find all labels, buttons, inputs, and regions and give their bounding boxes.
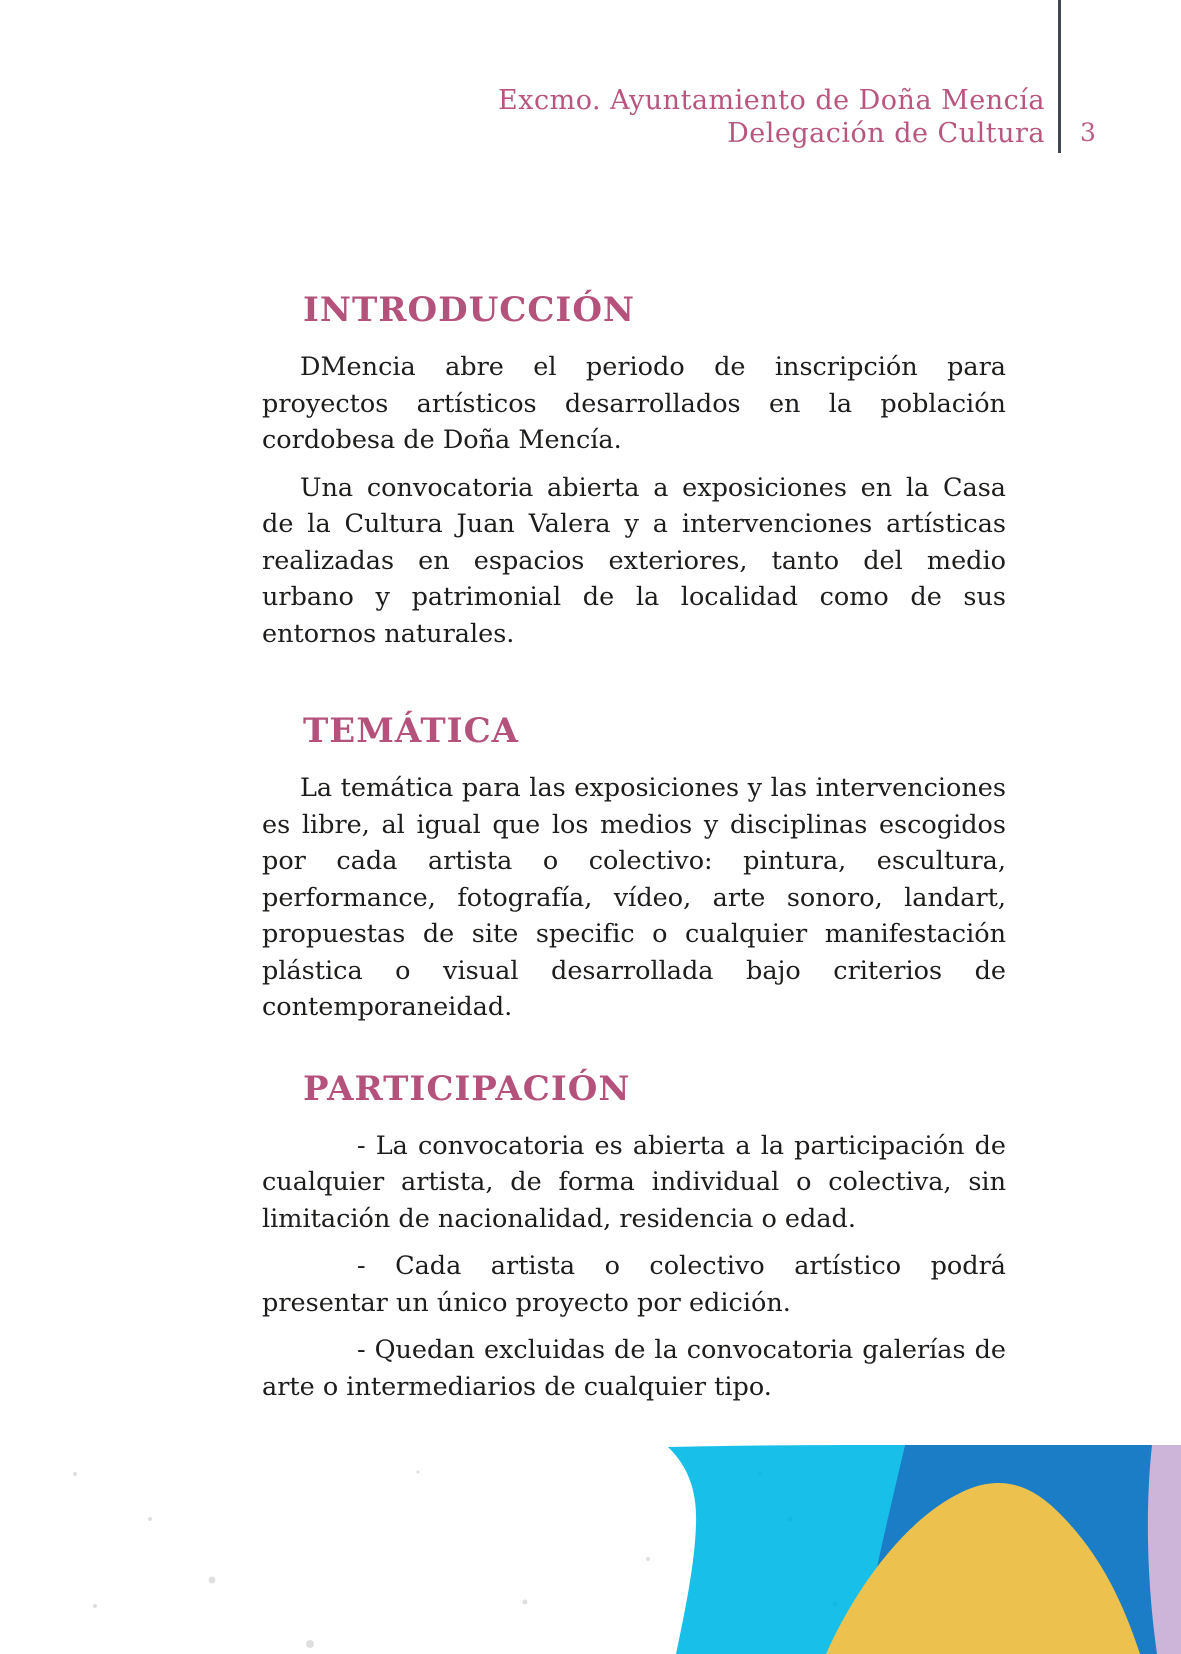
section-heading-introduccion: INTRODUCCIÓN (303, 290, 636, 330)
speck-dot (73, 1472, 77, 1476)
paragraph-participacion-1: - La convocatoria es abierta a la participación de cualquier artista, de forma individual o colectiva, sin limitación de nacionalidad, residencia o edad. (262, 1130, 1006, 1234)
speck-dot (788, 1517, 793, 1522)
paragraph-intro-1: DMencia abre el periodo de inscripción para proyectos artísticos desarrollados en la población cordobesa de Doña Mencía. (262, 352, 1006, 455)
speck-dot (758, 1472, 762, 1476)
footer-artwork (0, 1354, 1181, 1654)
section-heading-tematica: TEMÁTICA (303, 711, 520, 751)
speck-dot (209, 1577, 216, 1584)
speck-dot (417, 1471, 420, 1474)
speck-dot (148, 1517, 152, 1521)
header-divider (1058, 0, 1061, 153)
section-heading-participacion: PARTICIPACIÓN (303, 1068, 631, 1109)
page-header (0, 84, 1045, 150)
header-organization: Excmo. Ayuntamiento de Doña Mencía (498, 85, 1045, 116)
paragraph-participacion-3: - Quedan excluidas de la convocatoria galerías de arte o intermediarios de cualquier tipo. (262, 1335, 1006, 1402)
page-number: 3 (1080, 118, 1096, 147)
speck-dot (306, 1640, 314, 1648)
paragraph-tematica-1: La temática para las exposiciones y las intervenciones es libre, al igual que los medios y disciplinas escogidos por cada artista o colectivo: pintura, escultura, performance, fotografía, vídeo, arte sonoro, landart, propuestas de site specific o cualquier manifestación plástica o visual desarrollada bajo criterios de contemporaneidad. (262, 773, 1006, 1022)
speck-dot (646, 1557, 650, 1561)
speck-dot (93, 1604, 97, 1608)
speck-dot (833, 1602, 838, 1607)
speck-dot (523, 1600, 528, 1605)
paragraph-participacion-2: - Cada artista o colectivo artístico podrá presentar un único proyecto por edición. (262, 1251, 1006, 1318)
paragraph-intro-2: Una convocatoria abierta a exposiciones en la Casa de la Cultura Juan Valera y a intervenciones artísticas realizadas en espacios exteriores, tanto del medio urbano y patrimonial de la localidad como de sus entornos naturales. (262, 472, 1006, 649)
header-department: Delegación de Cultura (727, 118, 1045, 149)
document-body (262, 285, 1006, 1416)
